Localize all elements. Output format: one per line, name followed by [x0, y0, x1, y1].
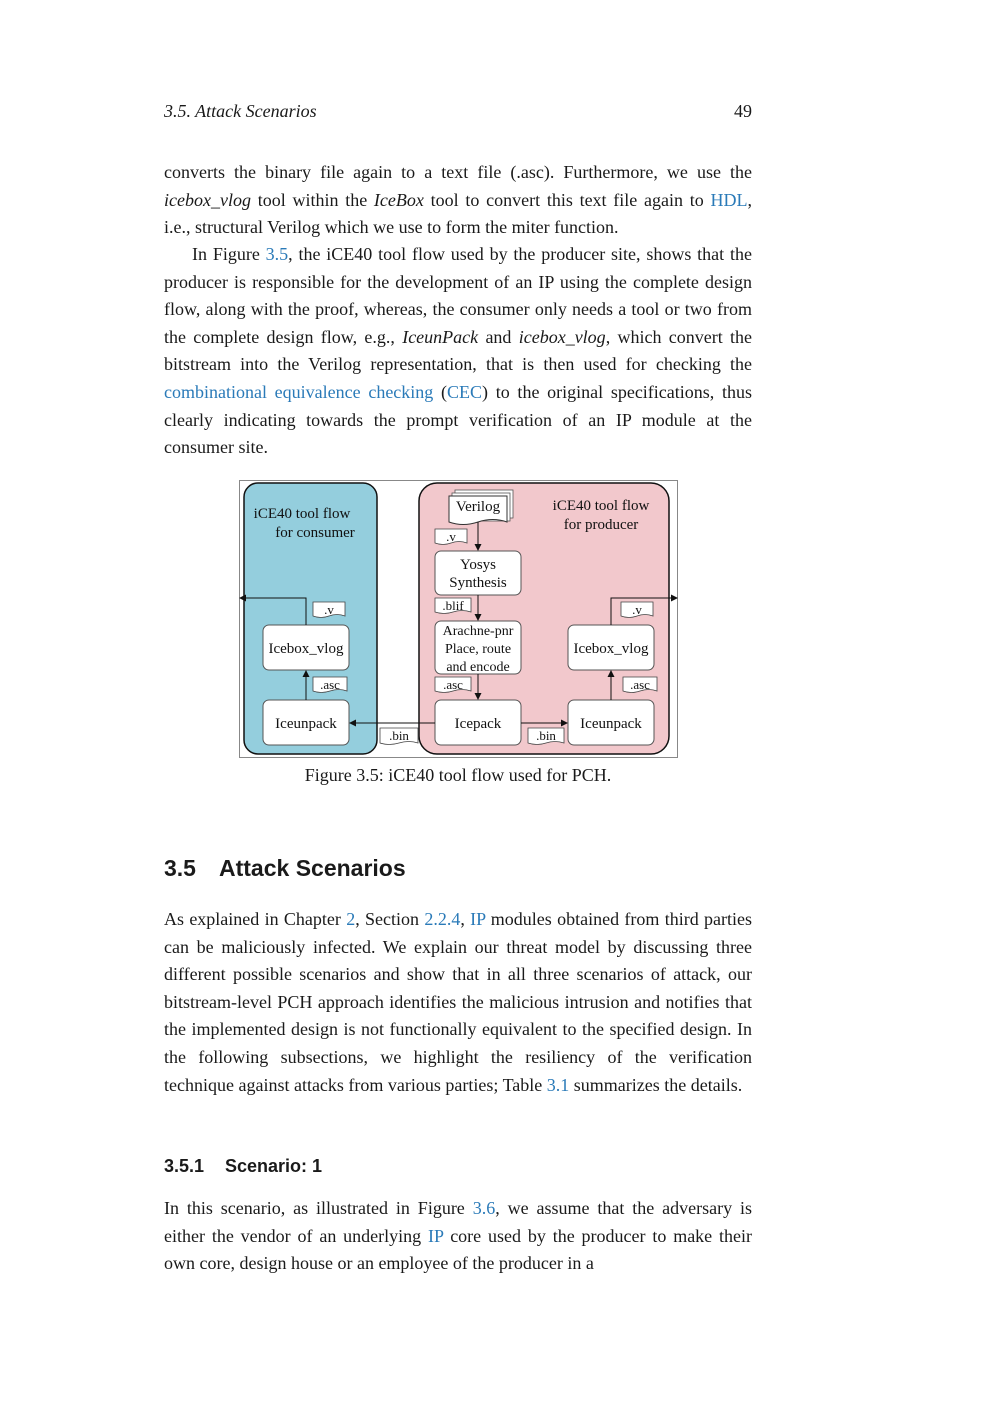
link-figure-3-6[interactable]: 3.6	[472, 1198, 496, 1218]
subsection-heading	[164, 1156, 322, 1177]
text: ) to the original specifications, thus clearly indicating towards the prompt verification of an IP module at the consumer site.	[164, 381, 752, 458]
icebox-consumer-label: Icebox_vlog	[268, 641, 344, 657]
text: , which convert the bitstream into the Verilog representation, that is then used for checking the	[164, 326, 752, 375]
tag-bin-left: .bin	[389, 728, 409, 743]
tag-v-consumer: .v	[324, 602, 334, 617]
page-number: 49	[734, 101, 752, 121]
section-number: 3.5	[164, 855, 196, 881]
section-title: Attack Scenarios	[219, 855, 406, 881]
verilog-doc	[449, 490, 513, 525]
arachne-label-1: Arachne-pnr	[442, 624, 514, 639]
link-cec-long[interactable]: combinational equivalence checking	[164, 381, 434, 402]
link-table-3-1[interactable]: 3.1	[546, 1074, 570, 1095]
iceunpack-producer-label: Iceunpack	[580, 716, 642, 732]
paragraph-1	[164, 159, 752, 242]
text: tool within the	[250, 189, 374, 210]
paragraph-2	[164, 241, 752, 462]
running-head-section: 3.5. Attack Scenarios	[164, 101, 317, 121]
link-figure-3-5[interactable]: 3.5	[265, 244, 289, 264]
tag-asc-mid: .asc	[443, 677, 463, 692]
consumer-title-2: for consumer	[275, 525, 355, 541]
emph: icebox_vlog	[164, 189, 251, 210]
consumer-title-1: iCE40 tool flow	[253, 506, 351, 522]
subsection-title: Scenario: 1	[225, 1156, 323, 1176]
link-section-2-2-4[interactable]: 2.2.4	[424, 909, 461, 929]
paragraph-4	[164, 1195, 752, 1278]
emph: IceunPack	[402, 326, 479, 347]
tag-asc-consumer: .asc	[320, 677, 340, 692]
icebox-producer-label: Icebox_vlog	[573, 641, 649, 657]
figure-caption: Figure 3.5: iCE40 tool flow used for PCH.	[304, 765, 612, 785]
figure-3-5	[239, 480, 679, 759]
producer-title-2: for producer	[563, 517, 639, 533]
text: In this scenario, as illustrated in Figure	[164, 1198, 473, 1218]
link-ip-2[interactable]: IP	[428, 1225, 444, 1246]
text: summarizes the details.	[569, 1074, 743, 1095]
paragraph-3	[164, 906, 752, 1099]
text: modules obtained from third parties can be maliciously infected. We explain our threat model by discussing three different possible scenarios and show that in all three scenarios of attack, our bitstream-level PCH approach identifies the malicious intrusion and notifies that the implemented design is not functionally equivalent to the specified design. In the following subsections, we highlight the resiliency of the verification technique against attacks from various parties; Table	[164, 909, 752, 1095]
text: , we assume that the adversary is either the vendor of an underlying	[164, 1198, 752, 1246]
arachne-label-2: Place, route	[444, 642, 512, 657]
verilog-label: Verilog	[455, 499, 501, 515]
tag-blif: .blif	[442, 598, 464, 613]
text: , i.e., structural Verilog which we use to form the miter function.	[164, 189, 752, 238]
link-cec[interactable]: CEC	[447, 381, 483, 402]
link-hdl[interactable]: HDL	[710, 189, 748, 210]
text: As explained in Chapter	[164, 909, 347, 929]
text: ,	[460, 909, 471, 929]
link-chapter-2[interactable]: 2	[346, 909, 356, 929]
yosys-label-1: Yosys	[459, 557, 497, 573]
emph: IceBox	[373, 189, 424, 210]
text: converts the binary file again to a text file (.asc). Furthermore, we use the	[164, 162, 752, 182]
text: In Figure	[192, 244, 266, 264]
tag-v-producer: .v	[632, 602, 642, 617]
subsection-number: 3.5.1	[164, 1156, 205, 1176]
tag-bin-right: .bin	[536, 728, 556, 743]
yosys-label-2: Synthesis	[449, 575, 507, 591]
text: tool to convert this text file again to	[423, 189, 711, 210]
iceunpack-consumer-label: Iceunpack	[275, 716, 337, 732]
tag-v-top: .v	[446, 529, 456, 544]
text: and	[478, 326, 519, 347]
text: (	[433, 381, 448, 402]
running-head	[164, 101, 752, 122]
text: core used by the producer to make their own core, design house or an employee of the producer in a	[164, 1225, 753, 1274]
section-heading	[164, 855, 406, 882]
tag-asc-producer: .asc	[630, 677, 650, 692]
producer-title-1: iCE40 tool flow	[552, 498, 650, 514]
emph: icebox_vlog	[518, 326, 606, 347]
icepack-label: Icepack	[454, 716, 502, 732]
arachne-label-3: and encode	[446, 660, 510, 675]
text: , the iCE40 tool flow used by the producer site, shows that the producer is responsible for the development of an IP using the complete design flow, along with the proof, whereas, the consumer only needs a tool or two from the complete design flow, e.g.,	[164, 244, 752, 347]
link-ip[interactable]: IP	[470, 909, 486, 929]
text: , Section	[355, 909, 425, 929]
